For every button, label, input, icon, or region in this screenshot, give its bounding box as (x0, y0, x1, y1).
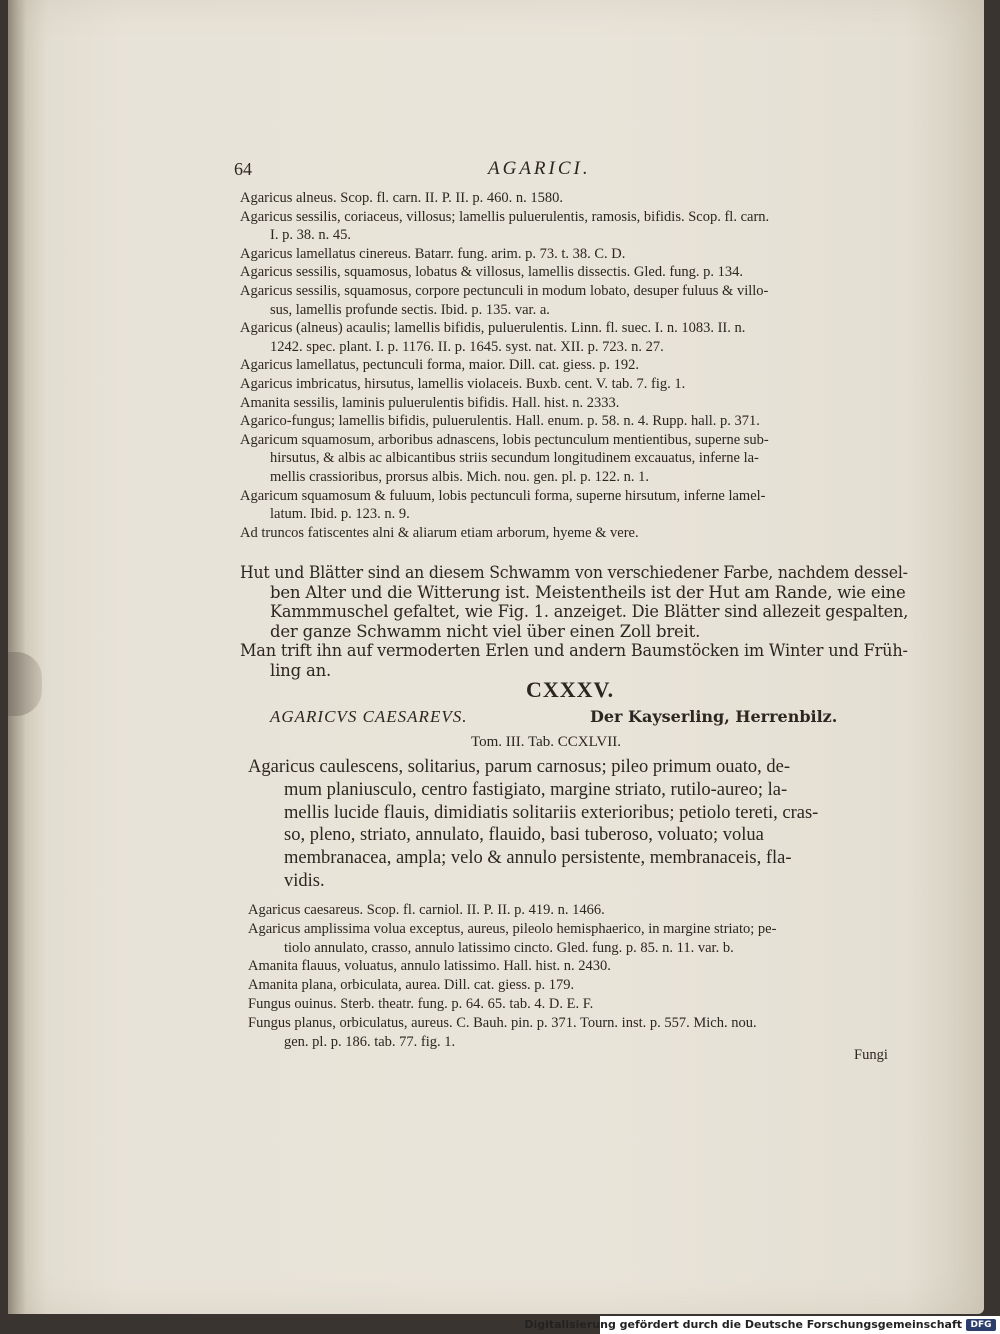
syn-top-line: Agaricus sessilis, coriaceus, villosus; lamellis puluerulentis, ramosis, bifidis. Scop. fl. carn. (240, 208, 770, 225)
syn-bot-line: Amanita plana, orbiculata, aurea. Dill. cat. giess. p. 179. (248, 977, 575, 994)
digitization-footer (524, 1316, 1000, 1334)
plate-reference: Tom. III. Tab. CCXLVII. (471, 734, 621, 750)
desc-line: Agaricus caulescens, solitarius, parum carnosus; pileo primum ouato, de- (248, 757, 791, 777)
syn-top-line: Agaricus imbricatus, hirsutus, lamellis violaceis. Buxb. cent. V. tab. 7. fig. 1. (240, 376, 686, 392)
syn-top-line: sus, lamellis profunde sectis. Ibid. p. 135. var. a. (270, 301, 550, 318)
german-line: Man trift ihn auf vermoderten Erlen und andern Baumstöcken im Winter und Früh- (240, 641, 908, 660)
syn-top-line: latum. Ibid. p. 123. n. 9. (270, 506, 410, 523)
syn-top-line: I. p. 38. n. 45. (270, 227, 351, 244)
syn-top-line: Ad truncos fatiscentes alni & aliarum etiam arborum, hyeme & vere. (240, 524, 639, 541)
syn-bot-line: gen. pl. p. 186. tab. 77. fig. 1. (284, 1033, 456, 1050)
syn-top-line: Agaricum squamosum, arboribus adnascens, lobis pectunculum mentientibus, superne sub- (240, 431, 769, 448)
german-line: Kammmuschel gefaltet, wie Fig. 1. anzeiget. Die Blätter sind allezeit gespalten, (270, 602, 909, 621)
syn-top-line: Agaricus (alneus) acaulis; lamellis bifidis, puluerulentis. Linn. fl. suec. I. n. 1083. II. n. (240, 320, 746, 337)
syn-top-line: Agaricus sessilis, squamosus, corpore pectunculi in modum lobato, desuper fuluus & villo- (240, 283, 769, 299)
syn-bot-line: Fungus ouinus. Sterb. theatr. fung. p. 64. 65. tab. 4. D. E. F. (248, 996, 594, 1012)
syn-top-line: Agarico-fungus; lamellis bifidis, puluerulentis. Hall. enum. p. 58. n. 4. Rupp. hall. p. 371. (240, 413, 760, 430)
page-clip-tab (8, 652, 42, 716)
species-latin-name: AGARICVS CAESAREVS. (270, 707, 468, 726)
german-line: ling an. (270, 660, 332, 680)
desc-line: mellis lucide flauis, dimidiatis solitariis exterioribus; petiolo tereti, cras- (284, 802, 819, 823)
syn-top-line: Agaricus alneus. Scop. fl. carn. II. P. II. p. 460. n. 1580. (240, 190, 563, 206)
syn-bot-line: Agaricus amplissima volua exceptus, aureus, pileolo hemisphaerico, in margine striato; pe- (248, 920, 777, 937)
syn-top-line: Amanita sessilis, laminis puluerulentis bifidis. Hall. hist. n. 2333. (240, 394, 620, 411)
page-number: 64 (234, 159, 252, 179)
running-header: AGARICI. (488, 158, 591, 179)
syn-top-line: Agaricus sessilis, squamosus, lobatus & villosus, lamellis dissectis. Gled. fung. p. 134. (240, 264, 744, 281)
species-german-name: Der Kayserling, Herrenbilz. (590, 707, 838, 726)
syn-top-line: Agaricum squamosum & fuluum, lobis pectunculi forma, superne hirsutum, inferne lamel- (240, 487, 766, 504)
desc-line: mum planiusculo, centro fastigiato, margine striato, rutilo-aureo; la- (284, 779, 788, 800)
syn-top-line: Agaricus lamellatus cinereus. Batarr. fung. arim. p. 73. t. 38. C. D. (240, 245, 626, 262)
german-line: der ganze Schwamm nicht viel über einen Zoll breit. (270, 621, 701, 641)
desc-line: vidis. (284, 871, 325, 891)
book-page (8, 0, 984, 1314)
syn-bot-line: Amanita flauus, voluatus, annulo latissimo. Hall. hist. n. 2430. (248, 958, 611, 975)
german-line: ben Alter und die Witterung ist. Meistentheils ist der Hut am Rande, wie eine (270, 582, 906, 602)
desc-line: membranacea, ampla; velo & annulo persistente, membranaceis, fla- (284, 848, 792, 869)
footer-text: Digitalisierung gefördert durch die Deutsche Forschungsgemeinschaft (524, 1318, 962, 1331)
desc-line: so, pleno, striato, annulato, flauido, basi tuberoso, voluato; volua (284, 825, 764, 846)
syn-top-line: hirsutus, & albis ac albicantibus striis secundum longitudinem excauatus, inferne la- (270, 450, 759, 467)
syn-top-line: 1242. spec. plant. I. p. 1176. II. p. 1645. syst. nat. XII. p. 723. n. 27. (270, 338, 664, 355)
catchword: Fungi (854, 1047, 888, 1063)
syn-top-line: Agaricus lamellatus, pectunculi forma, maior. Dill. cat. giess. p. 192. (240, 357, 640, 374)
syn-bot-line: tiolo annulato, crasso, annulo latissimo cincto. Gled. fung. p. 85. n. 11. var. b. (284, 939, 734, 956)
german-line: Hut und Blätter sind an diesem Schwamm von verschiedener Farbe, nachdem dessel- (240, 563, 908, 582)
section-number: CXXXV. (526, 677, 615, 702)
syn-top-line: mellis crassioribus, prorsus albis. Mich. nou. gen. pl. p. 122. n. 1. (270, 469, 649, 485)
syn-bot-line: Fungus planus, orbiculatus, aureus. C. Bauh. pin. p. 371. Tourn. inst. p. 557. Mich. nou. (248, 1014, 757, 1031)
syn-bot-line: Agaricus caesareus. Scop. fl. carniol. II. P. II. p. 419. n. 1466. (248, 902, 605, 918)
dfg-logo-icon: DFG (966, 1319, 996, 1331)
